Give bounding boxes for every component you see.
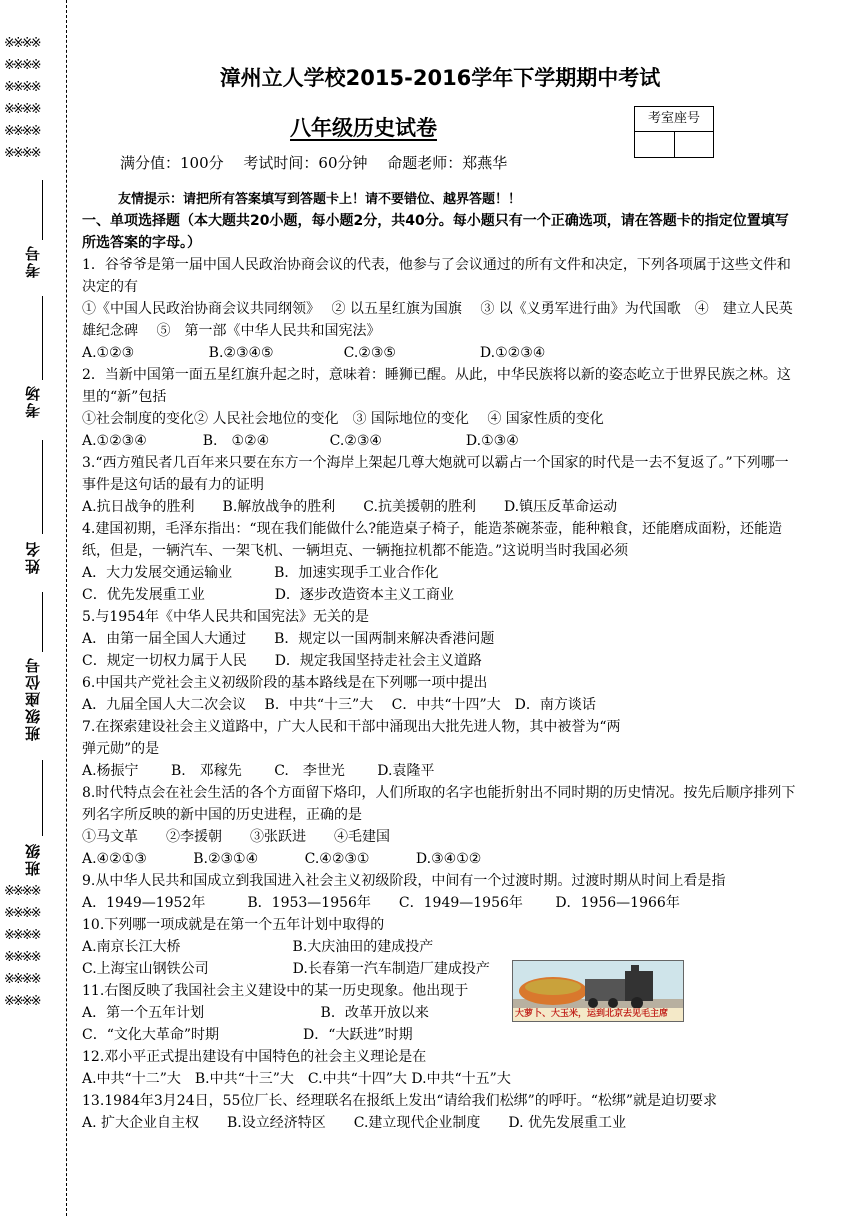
question-options: A.④②①③ B.②③①④ C.④②③① D.③④①②: [82, 851, 482, 867]
star-decoration: ※※※※: [4, 950, 40, 965]
question-stem: 9.从中华人民共和国成立到我国进入社会主义初级阶段，中间有一个过渡时期。过渡时期从时间上看是指: [82, 873, 726, 889]
star-decoration: ※※※※: [4, 58, 40, 73]
star-decoration: ※※※※: [4, 994, 40, 1009]
question-options: A．九届全国人大二次会议 B．中共“十三”大 C．中共“十四”大 D．南方谈话: [82, 697, 596, 713]
seat-number-box: [634, 106, 714, 158]
question-stem: 7.在探索建设社会主义道路中，广大人民和干部中涌现出大批先进人物，其中被誉为“两 弹元勋”的是: [82, 719, 621, 757]
star-decoration: ※※※※: [4, 36, 40, 51]
great-leap-illustration: [512, 960, 684, 1022]
question-stem: 4.建国初期，毛泽东指出：“现在我们能做什么?能造桌子椅子，能造茶碗茶壶，能种粮食，还能磨成面粉，还能造纸，但是，一辆汽车、一架飞机、一辆坦克、一辆拖拉机都不能造。”这说明当时我国必须: [82, 521, 783, 559]
cut-line: [66, 0, 67, 1216]
binding-margin: [0, 0, 80, 1216]
exam-title: 漳州立人学校2015-2016学年下学期期中考试: [219, 66, 661, 90]
class-seat-label: 班级座位号: [24, 656, 42, 741]
question-stem: 1．谷爷爷是第一届中国人民政治协商会议的代表，他参与了会议通过的所有文件和决定，下列各项属于这些文件和决定的有: [82, 257, 791, 295]
question-stem: 12.邓小平正式提出建设有中国特色的社会主义理论是在: [82, 1049, 427, 1065]
star-decoration: ※※※※: [4, 80, 40, 95]
question-options: A．由第一届全国人大通过 B．规定以一国两制来解决香港问题 C．规定一切权力属于人民 D．规定我国坚持走社会主义道路: [82, 631, 495, 669]
star-decoration: ※※※※: [4, 884, 40, 899]
name-label: 姓名: [24, 540, 42, 574]
star-decoration: ※※※※: [4, 972, 40, 987]
question-items: ①马文革 ②李援朝 ③张跃进 ④毛建国: [82, 829, 390, 845]
fill-line: [42, 592, 43, 652]
question-stem: 3.“西方殖民者几百年来只要在东方一个海岸上架起几尊大炮就可以霸占一个国家的时代是一去不复返了。”下列哪一事件是这句话的最有力的证明: [82, 455, 789, 493]
exam-subtitle: 八年级历史试卷: [290, 116, 437, 140]
question-stem: 6.中国共产党社会主义初级阶段的基本路线是在下列哪一项中提出: [82, 675, 488, 691]
section-heading: 一、单项选择题（本大题共20小题，每小题2分，共40分。每小题只有一个正确选项，请在答题卡的指定位置填写所选答案的字母。）: [82, 213, 789, 251]
star-decoration: ※※※※: [4, 146, 40, 161]
question-stem: 5.与1954年《中华人民共和国宪法》无关的是: [82, 609, 369, 625]
question-stem: 13.1984年3月24日，55位厂长、经理联名在报纸上发出“请给我们松绑”的呼吁。“松绑”就是迫切要求: [82, 1093, 718, 1109]
seat-number-label: 考室座号: [635, 107, 713, 132]
question-options: A.南京长江大桥 B.大庆油田的建成投产 C.上海宝山钢铁公司 D.长春第一汽车制造厂建成投产: [82, 939, 490, 977]
question-options: A.①②③④ B. ①②④ C.②③④ D.①③④: [82, 433, 519, 449]
fill-line: [42, 180, 43, 240]
question-options: A．第一个五年计划 B．改革开放以来 C．“文化大革命”时期 D．“大跃进”时期: [82, 1005, 429, 1043]
question-stem: 2．当新中国第一面五星红旗升起之时，意味着：睡狮已醒。从此，中华民族将以新的姿态屹立于世界民族之林。这里的“新”包括: [82, 367, 791, 405]
star-decoration: ※※※※: [4, 928, 40, 943]
question-stem: 11.右图反映了我国社会主义建设中的某一历史现象。他出现于: [82, 983, 469, 999]
exam-meta: 满分值：100分 考试时间：60分钟 命题老师：郑燕华: [120, 154, 508, 172]
question-options: A．大力发展交通运输业 B．加速实现手工业合作化 C．优先发展重工业 D．逐步改造资本主义工商业: [82, 565, 454, 603]
question-options: A．1949—1952年 B．1953—1956年 C．1949—1956年 D．1956—1966年: [82, 895, 680, 911]
question-stem: 10.下列哪一项成就是在第一个五年计划中取得的: [82, 917, 385, 933]
seat-number-cells: [635, 132, 713, 157]
star-decoration: ※※※※: [4, 906, 40, 921]
class-label: 班级: [24, 842, 42, 876]
question-options: A. 扩大企业自主权 B.设立经济特区 C.建立现代企业制度 D. 优先发展重工业: [82, 1115, 627, 1131]
question-stem: 8.时代特点会在社会生活的各个方面留下烙印，人们所取的名字也能折射出不同时期的历史情况。按先后顺序排列下列名字所反映的新中国的历史进程，正确的是: [82, 785, 796, 823]
exam-number-label: 考号: [24, 244, 42, 278]
question-list: [82, 254, 800, 1134]
fill-line: [42, 296, 43, 380]
illustration-caption: 大萝卜、大玉米，运到北京去见毛主席: [515, 1009, 669, 1019]
question-options: A.抗日战争的胜利 B.解放战争的胜利 C.抗美援朝的胜利 D.镇压反革命运动: [82, 499, 618, 515]
exam-room-label: 考场: [24, 384, 42, 418]
star-decoration: ※※※※: [4, 102, 40, 117]
star-decoration: ※※※※: [4, 124, 40, 139]
friendly-tip: 友情提示：请把所有答案填写到答题卡上！请不要错位、越界答题！！: [118, 192, 522, 207]
question-items: ①社会制度的变化② 人民社会地位的变化 ③ 国际地位的变化 ④ 国家性质的变化: [82, 411, 604, 427]
question-options: A.杨振宁 B. 邓稼先 C. 李世光 D.袁隆平: [82, 763, 435, 779]
question-items: ①《中国人民政治协商会议共同纲领》 ② 以五星红旗为国旗 ③ 以《义勇军进行曲》为代国歌 ④ 建立人民英雄纪念碑 ⑤ 第一部《中华人民共和国宪法》: [82, 301, 793, 339]
question-options: A.①②③ B.②③④⑤ C.②③⑤ D.①②③④: [82, 345, 546, 361]
question-options: A.中共“十二”大 B.中共“十三”大 C.中共“十四”大 D.中共“十五”大: [82, 1071, 511, 1087]
fill-line: [42, 760, 43, 836]
fill-line: [42, 440, 43, 534]
